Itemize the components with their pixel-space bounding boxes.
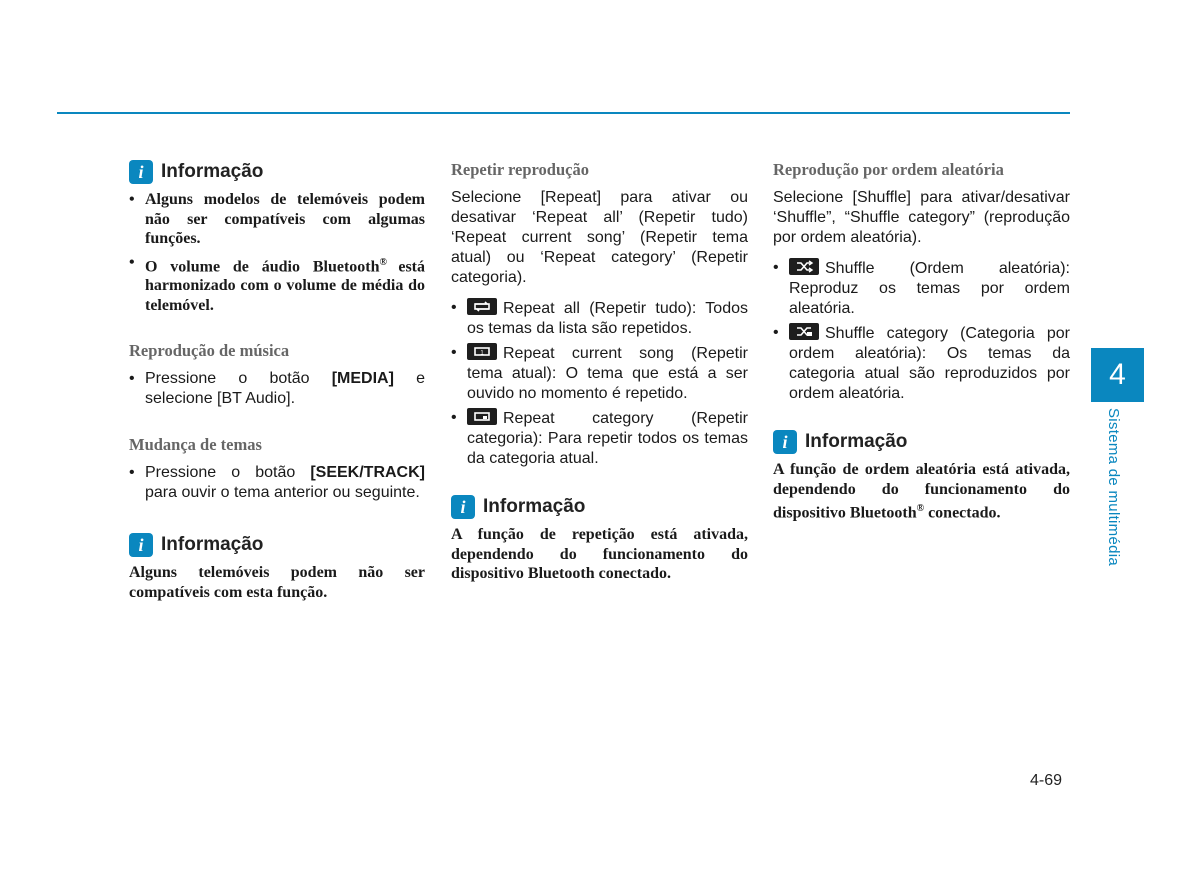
repeat-all-icon xyxy=(467,298,497,315)
chapter-label: Sistema de multimédia xyxy=(1105,408,1122,567)
info-icon: i xyxy=(773,430,797,454)
section-heading: Reprodução por ordem aleatória xyxy=(773,160,1004,179)
bullet-list xyxy=(451,298,748,469)
section-intro: Selecione [Shuffle] para ativar/desativar ‘Shuffle”, “Shuffle category” (reprodução por ordem aleatória). xyxy=(773,189,1070,246)
info-icon: i xyxy=(451,495,475,519)
bullet-list xyxy=(129,369,425,409)
info-body: A função de repetição está ativada, dependendo do funcionamento do dispositivo Bluetooth conectado. xyxy=(451,526,748,582)
bullet-text: e selecione [BT Audio]. xyxy=(145,370,426,408)
info-icon: i xyxy=(129,160,153,184)
info-bullet-list xyxy=(129,190,425,315)
section-heading: Reprodução de música xyxy=(129,341,290,361)
shuffle-icon xyxy=(789,258,819,275)
list-item xyxy=(451,408,748,469)
info-icon: i xyxy=(129,533,153,557)
svg-text:1: • 1 xyxy=(480,350,484,357)
seek-track-button-label: [SEEK/TRACK] xyxy=(310,464,425,482)
info-heading xyxy=(129,533,425,557)
info-bullet: • Alguns modelos de telemóveis podem não ser compatíveis com algumas funções. xyxy=(129,190,425,249)
registered-mark: ® xyxy=(379,256,399,268)
section-heading: Mudança de temas xyxy=(129,435,262,455)
bullet-text: para ouvir o tema anterior ou seguinte. xyxy=(145,484,420,502)
repeat-category-icon xyxy=(467,408,497,425)
page-number: 4-69 xyxy=(1030,772,1063,789)
info-heading xyxy=(773,430,1070,454)
list-item xyxy=(773,258,1070,319)
info-heading xyxy=(129,160,425,184)
bullet-text: Pressione o botão xyxy=(145,464,311,482)
shuffle-category-icon xyxy=(789,323,819,340)
section-intro: Selecione [Repeat] para ativar ou desativar ‘Repeat all’ (Repetir tudo) ‘Repeat current song’ (Repetir tema atual) ou ‘Repeat category’ (Repetir categoria). xyxy=(451,189,748,286)
bullet-text: O volume de áudio Bluetooth xyxy=(145,257,380,275)
list-item xyxy=(129,369,425,409)
column-3 xyxy=(773,160,1070,523)
media-button-label: [MEDIA] xyxy=(331,370,394,388)
bullet-text: Shuffle category (Categoria por ordem aleatória): Os temas da categoria atual são reproduzidos por ordem aleatória. xyxy=(789,325,1070,402)
bullet-text: Repeat current song (Repetir tema atual): O tema que está a ser ouvido no momento é repetido. xyxy=(467,345,748,402)
bullet-list xyxy=(129,463,425,503)
info-text: conectado. xyxy=(924,504,1001,522)
header-rule xyxy=(57,112,1070,114)
section-heading: Repetir reprodução xyxy=(451,160,589,179)
info-title: Informação xyxy=(805,431,908,452)
info-title: Informação xyxy=(161,161,264,182)
bullet-text: Repeat all (Repetir tudo): Todos os temas da lista são repetidos. xyxy=(467,300,748,337)
bullet-text: Shuffle (Ordem aleatória): Reproduz os temas por ordem aleatória. xyxy=(789,260,1070,317)
info-body xyxy=(773,460,1070,523)
bullet-text: está harmonizado com o volume de média do telemóvel. xyxy=(145,257,425,314)
list-item xyxy=(773,323,1070,404)
info-bullet xyxy=(129,253,425,316)
repeat-current-song-icon xyxy=(467,343,497,360)
bullet-text: Repeat category (Repetir categoria): Para repetir todos os temas da categoria atual. xyxy=(467,410,748,467)
column-2 xyxy=(451,160,748,584)
info-body: Alguns telemóveis podem não ser compatíveis com esta função. xyxy=(129,564,425,601)
bullet-list xyxy=(773,258,1070,404)
bullet-text: Pressione o botão xyxy=(145,370,332,388)
info-heading xyxy=(451,495,748,519)
list-item xyxy=(129,463,425,503)
registered-mark: ® xyxy=(916,503,925,514)
list-item xyxy=(451,343,748,404)
info-title: Informação xyxy=(161,534,264,556)
info-text: A função de ordem aleatória está ativada, dependendo do funcionamento do dispositivo Bluetooth xyxy=(773,461,1070,522)
column-1 xyxy=(129,160,425,602)
list-item xyxy=(451,298,748,339)
info-title: Informação xyxy=(483,496,586,517)
chapter-tab: 4 xyxy=(1091,348,1144,402)
